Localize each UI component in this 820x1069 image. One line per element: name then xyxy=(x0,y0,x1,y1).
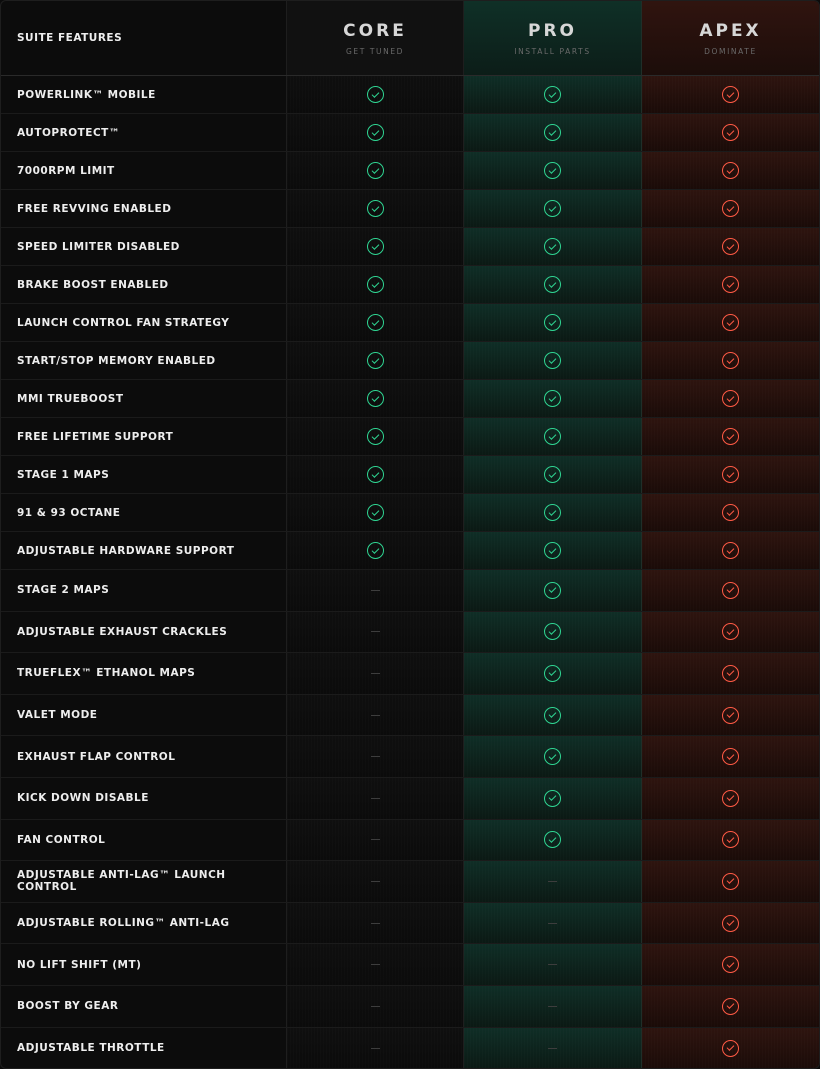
check-circle-icon xyxy=(722,582,739,599)
table-row xyxy=(1,228,819,266)
table-row xyxy=(1,653,819,695)
tier-apex-cell xyxy=(642,612,819,653)
tier-pro-cell xyxy=(464,228,642,265)
check-circle-icon xyxy=(367,200,384,217)
feature-name: BOOST BY GEAR xyxy=(1,986,287,1027)
check-circle-icon xyxy=(722,748,739,765)
tier-pro-cell xyxy=(464,820,642,861)
tier-pro-cell xyxy=(464,778,642,819)
dash-icon xyxy=(371,673,380,674)
check-circle-icon xyxy=(367,86,384,103)
table-row xyxy=(1,532,819,570)
tier-core-cell xyxy=(287,778,464,819)
dash-icon xyxy=(371,1048,380,1049)
check-circle-icon xyxy=(367,504,384,521)
check-circle-icon xyxy=(722,665,739,682)
dash-icon xyxy=(371,839,380,840)
check-circle-icon xyxy=(544,124,561,141)
tier-pro-cell xyxy=(464,1028,642,1069)
suite-features-heading: SUITE FEATURES xyxy=(1,1,287,75)
check-circle-icon xyxy=(722,542,739,559)
table-row xyxy=(1,380,819,418)
tier-pro-cell xyxy=(464,736,642,777)
tier-apex-cell xyxy=(642,986,819,1027)
tier-pro-cell xyxy=(464,304,642,341)
feature-name: FREE REVVING ENABLED xyxy=(1,190,287,227)
feature-name: START/STOP MEMORY ENABLED xyxy=(1,342,287,379)
check-circle-icon xyxy=(722,1040,739,1057)
dash-icon xyxy=(548,923,557,924)
tier-apex-cell xyxy=(642,695,819,736)
check-circle-icon xyxy=(722,352,739,369)
feature-name: NO LIFT SHIFT (MT) xyxy=(1,944,287,985)
feature-name: ADJUSTABLE EXHAUST CRACKLES xyxy=(1,612,287,653)
tier-core-cell xyxy=(287,76,464,113)
tier-core-cell xyxy=(287,986,464,1027)
tier-apex-cell xyxy=(642,76,819,113)
feature-name: TRUEFLEX™ ETHANOL MAPS xyxy=(1,653,287,694)
check-circle-icon xyxy=(722,124,739,141)
table-row xyxy=(1,944,819,986)
table-row xyxy=(1,152,819,190)
tier-core-cell xyxy=(287,820,464,861)
tier-core-subtitle: GET TUNED xyxy=(345,46,405,56)
tier-apex-header xyxy=(642,1,819,75)
dash-icon xyxy=(548,1006,557,1007)
check-circle-icon xyxy=(544,582,561,599)
feature-name: MMI TRUEBOOST xyxy=(1,380,287,417)
feature-rows xyxy=(1,76,819,1069)
feature-name: EXHAUST FLAP CONTROL xyxy=(1,736,287,777)
tier-pro-cell xyxy=(464,570,642,611)
table-row xyxy=(1,494,819,532)
feature-name: STAGE 1 MAPS xyxy=(1,456,287,493)
check-circle-icon xyxy=(367,162,384,179)
check-circle-icon xyxy=(544,623,561,640)
check-circle-icon xyxy=(367,276,384,293)
tier-apex-cell xyxy=(642,152,819,189)
dash-icon xyxy=(371,1006,380,1007)
feature-name: ADJUSTABLE THROTTLE xyxy=(1,1028,287,1069)
table-row xyxy=(1,861,819,903)
feature-name: SPEED LIMITER DISABLED xyxy=(1,228,287,265)
tier-pro-cell xyxy=(464,190,642,227)
table-row xyxy=(1,342,819,380)
tier-core-cell xyxy=(287,903,464,944)
check-circle-icon xyxy=(722,915,739,932)
tier-pro-cell xyxy=(464,695,642,736)
tier-apex-cell xyxy=(642,114,819,151)
tier-core-cell xyxy=(287,494,464,531)
check-circle-icon xyxy=(722,873,739,890)
table-row xyxy=(1,190,819,228)
check-circle-icon xyxy=(722,200,739,217)
check-circle-icon xyxy=(722,86,739,103)
feature-name: STAGE 2 MAPS xyxy=(1,570,287,611)
tier-apex-cell xyxy=(642,380,819,417)
table-row xyxy=(1,986,819,1028)
check-circle-icon xyxy=(544,466,561,483)
tier-pro-cell xyxy=(464,986,642,1027)
check-circle-icon xyxy=(544,428,561,445)
check-circle-icon xyxy=(544,314,561,331)
dash-icon xyxy=(371,923,380,924)
dash-icon xyxy=(371,881,380,882)
feature-name: POWERLINK™ MOBILE xyxy=(1,76,287,113)
dash-icon xyxy=(548,1048,557,1049)
check-circle-icon xyxy=(722,623,739,640)
table-row xyxy=(1,570,819,612)
feature-name: KICK DOWN DISABLE xyxy=(1,778,287,819)
dash-icon xyxy=(371,798,380,799)
dash-icon xyxy=(371,631,380,632)
check-circle-icon xyxy=(544,200,561,217)
tier-pro-cell xyxy=(464,944,642,985)
check-circle-icon xyxy=(367,466,384,483)
feature-name: FAN CONTROL xyxy=(1,820,287,861)
tier-core-cell xyxy=(287,695,464,736)
table-row xyxy=(1,266,819,304)
check-circle-icon xyxy=(544,352,561,369)
tier-core-cell xyxy=(287,736,464,777)
tier-apex-subtitle: DOMINATE xyxy=(704,46,757,56)
table-row xyxy=(1,456,819,494)
tier-apex-cell xyxy=(642,570,819,611)
check-circle-icon xyxy=(722,790,739,807)
check-circle-icon xyxy=(367,428,384,445)
tier-core-cell xyxy=(287,342,464,379)
tier-pro-cell xyxy=(464,861,642,902)
tier-pro-cell xyxy=(464,380,642,417)
dash-icon xyxy=(548,964,557,965)
tier-pro-cell xyxy=(464,903,642,944)
feature-name: ADJUSTABLE ANTI-LAG™ LAUNCH CONTROL xyxy=(1,861,287,902)
tier-core-cell xyxy=(287,190,464,227)
feature-name: BRAKE BOOST ENABLED xyxy=(1,266,287,303)
feature-name: ADJUSTABLE ROLLING™ ANTI-LAG xyxy=(1,903,287,944)
dash-icon xyxy=(371,715,380,716)
check-circle-icon xyxy=(544,504,561,521)
tier-core-cell xyxy=(287,653,464,694)
tier-pro-cell xyxy=(464,494,642,531)
tier-core-cell xyxy=(287,418,464,455)
feature-name: 91 & 93 OCTANE xyxy=(1,494,287,531)
check-circle-icon xyxy=(722,238,739,255)
check-circle-icon xyxy=(367,238,384,255)
tier-pro-cell xyxy=(464,152,642,189)
check-circle-icon xyxy=(367,314,384,331)
check-circle-icon xyxy=(722,390,739,407)
tier-core-cell xyxy=(287,944,464,985)
check-circle-icon xyxy=(544,831,561,848)
check-circle-icon xyxy=(722,276,739,293)
tier-apex-cell xyxy=(642,304,819,341)
feature-name: ADJUSTABLE HARDWARE SUPPORT xyxy=(1,532,287,569)
tier-core-cell xyxy=(287,114,464,151)
feature-name: FREE LIFETIME SUPPORT xyxy=(1,418,287,455)
tier-pro-cell xyxy=(464,342,642,379)
table-row xyxy=(1,736,819,778)
tier-pro-cell xyxy=(464,418,642,455)
tier-pro-cell xyxy=(464,266,642,303)
tier-pro-cell xyxy=(464,653,642,694)
tier-apex-cell xyxy=(642,903,819,944)
tier-pro-name: PRO xyxy=(527,20,577,41)
tier-apex-cell xyxy=(642,820,819,861)
tier-core-cell xyxy=(287,861,464,902)
tier-core-cell xyxy=(287,532,464,569)
check-circle-icon xyxy=(722,707,739,724)
table-header-row xyxy=(1,1,819,76)
table-row xyxy=(1,114,819,152)
tier-pro-cell xyxy=(464,532,642,569)
tier-pro-cell xyxy=(464,114,642,151)
tier-core-cell xyxy=(287,612,464,653)
tier-apex-cell xyxy=(642,190,819,227)
feature-name: VALET MODE xyxy=(1,695,287,736)
check-circle-icon xyxy=(544,790,561,807)
feature-name: 7000RPM LIMIT xyxy=(1,152,287,189)
check-circle-icon xyxy=(544,707,561,724)
table-row xyxy=(1,76,819,114)
tier-apex-cell xyxy=(642,736,819,777)
tier-pro-subtitle: INSTALL PARTS xyxy=(514,46,591,56)
dash-icon xyxy=(371,964,380,965)
check-circle-icon xyxy=(544,276,561,293)
check-circle-icon xyxy=(367,124,384,141)
tier-core-cell xyxy=(287,456,464,493)
check-circle-icon xyxy=(722,504,739,521)
table-row xyxy=(1,820,819,862)
tier-apex-name: APEX xyxy=(699,20,762,41)
tier-core-cell xyxy=(287,380,464,417)
check-circle-icon xyxy=(544,86,561,103)
tier-pro-cell xyxy=(464,456,642,493)
tier-pro-header xyxy=(464,1,642,75)
check-circle-icon xyxy=(544,665,561,682)
tier-core-cell xyxy=(287,1028,464,1069)
dash-icon xyxy=(371,756,380,757)
check-circle-icon xyxy=(722,162,739,179)
check-circle-icon xyxy=(722,998,739,1015)
tier-core-name: CORE xyxy=(343,20,407,41)
tier-apex-cell xyxy=(642,778,819,819)
check-circle-icon xyxy=(544,542,561,559)
tier-pro-cell xyxy=(464,76,642,113)
table-row xyxy=(1,304,819,342)
tier-core-cell xyxy=(287,266,464,303)
tier-apex-cell xyxy=(642,944,819,985)
tier-apex-cell xyxy=(642,494,819,531)
feature-name: AUTOPROTECT™ xyxy=(1,114,287,151)
check-circle-icon xyxy=(544,748,561,765)
check-circle-icon xyxy=(722,466,739,483)
table-row xyxy=(1,778,819,820)
tier-apex-cell xyxy=(642,456,819,493)
tier-core-cell xyxy=(287,228,464,265)
tier-apex-cell xyxy=(642,861,819,902)
tier-core-cell xyxy=(287,570,464,611)
tier-apex-cell xyxy=(642,532,819,569)
table-row xyxy=(1,1028,819,1069)
tier-apex-cell xyxy=(642,653,819,694)
dash-icon xyxy=(371,590,380,591)
dash-icon xyxy=(548,881,557,882)
tier-apex-cell xyxy=(642,342,819,379)
table-row xyxy=(1,695,819,737)
tier-core-header xyxy=(287,1,464,75)
check-circle-icon xyxy=(722,428,739,445)
check-circle-icon xyxy=(722,831,739,848)
check-circle-icon xyxy=(544,390,561,407)
check-circle-icon xyxy=(367,352,384,369)
tier-core-cell xyxy=(287,152,464,189)
tier-pro-cell xyxy=(464,612,642,653)
tier-apex-cell xyxy=(642,1028,819,1069)
tier-core-cell xyxy=(287,304,464,341)
table-row xyxy=(1,903,819,945)
feature-name: LAUNCH CONTROL FAN STRATEGY xyxy=(1,304,287,341)
check-circle-icon xyxy=(367,390,384,407)
check-circle-icon xyxy=(367,542,384,559)
check-circle-icon xyxy=(722,314,739,331)
table-row xyxy=(1,418,819,456)
check-circle-icon xyxy=(722,956,739,973)
tier-apex-cell xyxy=(642,266,819,303)
tier-apex-cell xyxy=(642,228,819,265)
table-row xyxy=(1,612,819,654)
check-circle-icon xyxy=(544,162,561,179)
check-circle-icon xyxy=(544,238,561,255)
tier-apex-cell xyxy=(642,418,819,455)
